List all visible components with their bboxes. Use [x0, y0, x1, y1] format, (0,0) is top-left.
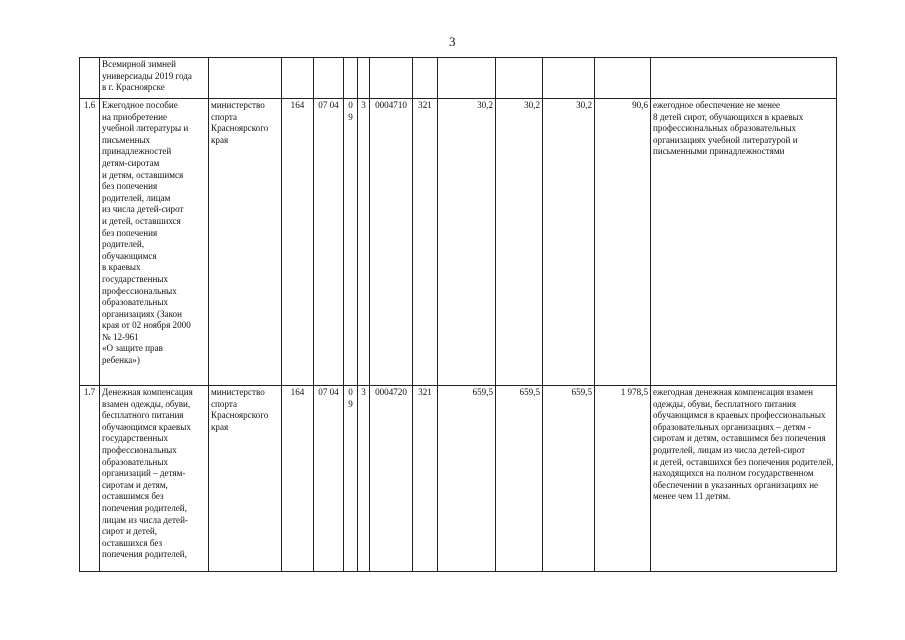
- csr-code: [370, 58, 413, 99]
- table-row: [80, 99, 837, 386]
- event-name: Ежегодное пособие на приобретение учебной литературы и письменных принадлежностей детям-сиротам и детям, оставшимся без попечения родителей, лицам из числа детей-сирот и детей, оставшихся без попечения родителей, обучающимся в краевых государственных профессиональных образовательных организациях (Закон края от 02 ноября 2000 № 12-961 «О защите прав ребенка»): [100, 99, 209, 386]
- row-number: 1.7: [80, 386, 100, 572]
- total-amount: 1 978,5: [595, 386, 651, 572]
- subprogram-code: [358, 58, 370, 99]
- year2-amount: 659,5: [496, 386, 543, 572]
- year1-amount: 30,2: [438, 99, 496, 386]
- vr-code: 321: [413, 386, 438, 572]
- year2-amount: [496, 58, 543, 99]
- year2-amount: 30,2: [496, 99, 543, 386]
- vr-code: 321: [413, 99, 438, 386]
- expected-result: ежегодная денежная компенсация взамен одежды, обуви, бесплатного питания обучающимся в краевых профессиональных образовательных организациях – детям - сиротам и детям, оставшимся без попечения родителей, лицам из числа детей-сирот и детей, оставшихся без попечения родителей, находящихся на полном государственном обеспечении в указанных организациях не менее чем 11 детям.: [651, 386, 837, 572]
- total-amount: 90,6: [595, 99, 651, 386]
- rzpr-code: [314, 58, 344, 99]
- year1-amount: 659,5: [438, 386, 496, 572]
- vr-code: [413, 58, 438, 99]
- row-number: [80, 58, 100, 99]
- page-number: 3: [449, 34, 456, 49]
- csr-code: 0004720: [370, 386, 413, 572]
- grbs-code: 164: [282, 386, 314, 572]
- year1-amount: [438, 58, 496, 99]
- subprogram-code: 3: [358, 386, 370, 572]
- total-amount: [595, 58, 651, 99]
- ministry: министерство спорта Красноярского края: [209, 99, 282, 386]
- expected-result: [651, 58, 837, 99]
- grbs-code: [282, 58, 314, 99]
- program-code: 09: [344, 386, 358, 572]
- event-name: Денежная компенсация взамен одежды, обуви, бесплатного питания обучающимся краевых государственных профессиональных образовательных организаций – детям- сиротам и детям, оставшимся без попечения родителей, лицам из числа детей- сирот и детей, оставшихся без попечения родителей,: [100, 386, 209, 572]
- row-number: 1.6: [80, 99, 100, 386]
- program-code: 09: [344, 99, 358, 386]
- year3-amount: 30,2: [543, 99, 595, 386]
- year3-amount: [543, 58, 595, 99]
- table-row: [80, 386, 837, 572]
- expected-result: ежегодное обеспечение не менее 8 детей сирот, обучающихся в краевых профессиональных образовательных организациях учебной литературой и письменными принадлежностями: [651, 99, 837, 386]
- table-row: [80, 58, 837, 99]
- rzpr-code: 07 04: [314, 386, 344, 572]
- subprogram-code: 3: [358, 99, 370, 386]
- event-name: Всемирной зимней универсиады 2019 года в г. Красноярске: [100, 58, 209, 99]
- rzpr-code: 07 04: [314, 99, 344, 386]
- ministry: [209, 58, 282, 99]
- program-code: [344, 58, 358, 99]
- csr-code: 0004710: [370, 99, 413, 386]
- grbs-code: 164: [282, 99, 314, 386]
- ministry: министерство спорта Красноярского края: [209, 386, 282, 572]
- year3-amount: 659,5: [543, 386, 595, 572]
- program-table: [79, 57, 837, 572]
